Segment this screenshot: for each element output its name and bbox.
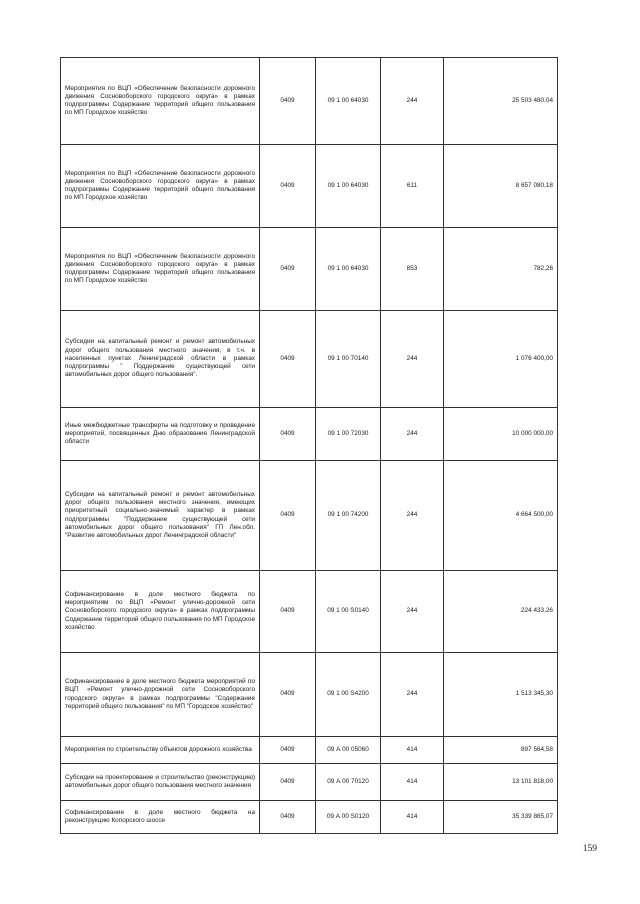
table-row (61, 461, 558, 571)
row-type-cell: 414 (381, 801, 444, 834)
row-code-cell: 09 А 00 05060 (316, 737, 381, 764)
row-name-cell: Мероприятия по ВЦП «Обеспечение безопасности дорожного движения Сосновоборского городского округа» в рамках подпрограммы Содержание территорий общего пользования по МП Городское хозяйство (61, 145, 260, 228)
budget-table-body (61, 58, 558, 834)
row-code-cell: 09 1 00 70140 (316, 311, 381, 408)
row-type-cell: 414 (381, 737, 444, 764)
row-section-cell: 0409 (260, 228, 316, 311)
row-type-cell: 244 (381, 461, 444, 571)
row-section-cell: 0409 (260, 311, 316, 408)
table-row (61, 653, 558, 737)
row-section-cell: 0409 (260, 408, 316, 461)
row-sum-cell: 4 664 500,00 (444, 461, 558, 571)
row-sum-cell: 897 564,58 (444, 737, 558, 764)
budget-table (60, 57, 558, 834)
row-code-cell: 09 1 00 S4200 (316, 653, 381, 737)
table-row (61, 311, 558, 408)
row-name-cell: Софинансирование в доле местного бюджета на реконструкцию Копорского шоссе (61, 801, 260, 834)
table-row (61, 571, 558, 653)
row-name-cell: Иные межбюджетные трансферты на подготовку и проведение мероприятий, посвященных Дню образования Ленинградской области (61, 408, 260, 461)
row-section-cell: 0409 (260, 461, 316, 571)
row-section-cell: 0409 (260, 571, 316, 653)
table-row (61, 764, 558, 801)
row-section-cell: 0409 (260, 58, 316, 145)
row-code-cell: 09 1 00 74200 (316, 461, 381, 571)
row-code-cell: 09 1 00 64030 (316, 145, 381, 228)
row-sum-cell: 25 503 480,04 (444, 58, 558, 145)
row-sum-cell: 35 339 865,07 (444, 801, 558, 834)
row-sum-cell: 13 101 818,00 (444, 764, 558, 801)
row-sum-cell: 8 657 080,18 (444, 145, 558, 228)
row-code-cell: 09 1 00 64030 (316, 58, 381, 145)
row-type-cell: 244 (381, 58, 444, 145)
row-type-cell: 853 (381, 228, 444, 311)
row-sum-cell: 224 433,26 (444, 571, 558, 653)
table-row (61, 408, 558, 461)
row-section-cell: 0409 (260, 145, 316, 228)
row-section-cell: 0409 (260, 801, 316, 834)
row-sum-cell: 10 000 000,00 (444, 408, 558, 461)
row-name-cell: Мероприятия по ВЦП «Обеспечение безопасности дорожного движения Сосновоборского городского округа» в рамках подпрограммы Содержание территорий общего пользования по МП Городское хозяйство (61, 58, 260, 145)
row-section-cell: 0409 (260, 737, 316, 764)
row-sum-cell: 782,26 (444, 228, 558, 311)
row-section-cell: 0409 (260, 653, 316, 737)
row-code-cell: 09 1 00 72030 (316, 408, 381, 461)
row-name-cell: Мероприятия по ВЦП «Обеспечение безопасности дорожного движения Сосновоборского городского округа» в рамках подпрограммы Содержание территорий общего пользования по МП Городское хозяйство (61, 228, 260, 311)
page-number: 159 (582, 844, 597, 854)
row-sum-cell: 1 076 400,00 (444, 311, 558, 408)
row-sum-cell: 1 513 345,30 (444, 653, 558, 737)
table-row (61, 145, 558, 228)
row-code-cell: 09 А 00 70120 (316, 764, 381, 801)
table-row (61, 737, 558, 764)
row-type-cell: 414 (381, 764, 444, 801)
row-type-cell: 244 (381, 408, 444, 461)
row-name-cell: Софинансирование в доле местного бюджета по мероприятиям по ВЦП «Ремонт улично-дорожной сети Сосновоборского городского округа» в рамках подпрограммы Содержание территорий общего пользования по МП Городское хозяйство (61, 571, 260, 653)
table-row (61, 801, 558, 834)
table-row (61, 228, 558, 311)
row-name-cell: Субсидии на капитальный ремонт и ремонт автомобильных дорог общего пользования местного значения, имеющих приоритетный социально-значимый характер в рамках подпрограммы "Поддержание существующей сети автомобильных дорог общего пользования" ГП Лен.обл. "Развитие автомобильных дорог Ленинградской области" (61, 461, 260, 571)
row-type-cell: 244 (381, 311, 444, 408)
row-type-cell: 611 (381, 145, 444, 228)
row-name-cell: Субсидии на проектирование и строительство (реконструкцию) автомобильных дорог общего пользования местного значения (61, 764, 260, 801)
row-name-cell: Мероприятия по строительству объектов дорожного хозяйства (61, 737, 260, 764)
row-code-cell: 09 1 00 S0140 (316, 571, 381, 653)
row-type-cell: 244 (381, 571, 444, 653)
row-name-cell: Субсидии на капитальный ремонт и ремонт автомобильных дорог общего пользования местного значения, в т.ч. в населенных пунктах Ленинградской области в рамках подпрограммы " Поддержание существующей сети автомобильных дорог общего пользования". (61, 311, 260, 408)
row-type-cell: 244 (381, 653, 444, 737)
row-name-cell: Софинансирование в доле местного бюджета мероприятий по ВЦП «Ремонт улично-дорожной сети Сосновоборского городского округа» в рамках подпрограммы "Содержание территорий общего пользования" по МП "Городское хозяйство" (61, 653, 260, 737)
row-code-cell: 09 А 00 S0120 (316, 801, 381, 834)
table-row (61, 58, 558, 145)
row-code-cell: 09 1 00 64030 (316, 228, 381, 311)
row-section-cell: 0409 (260, 764, 316, 801)
